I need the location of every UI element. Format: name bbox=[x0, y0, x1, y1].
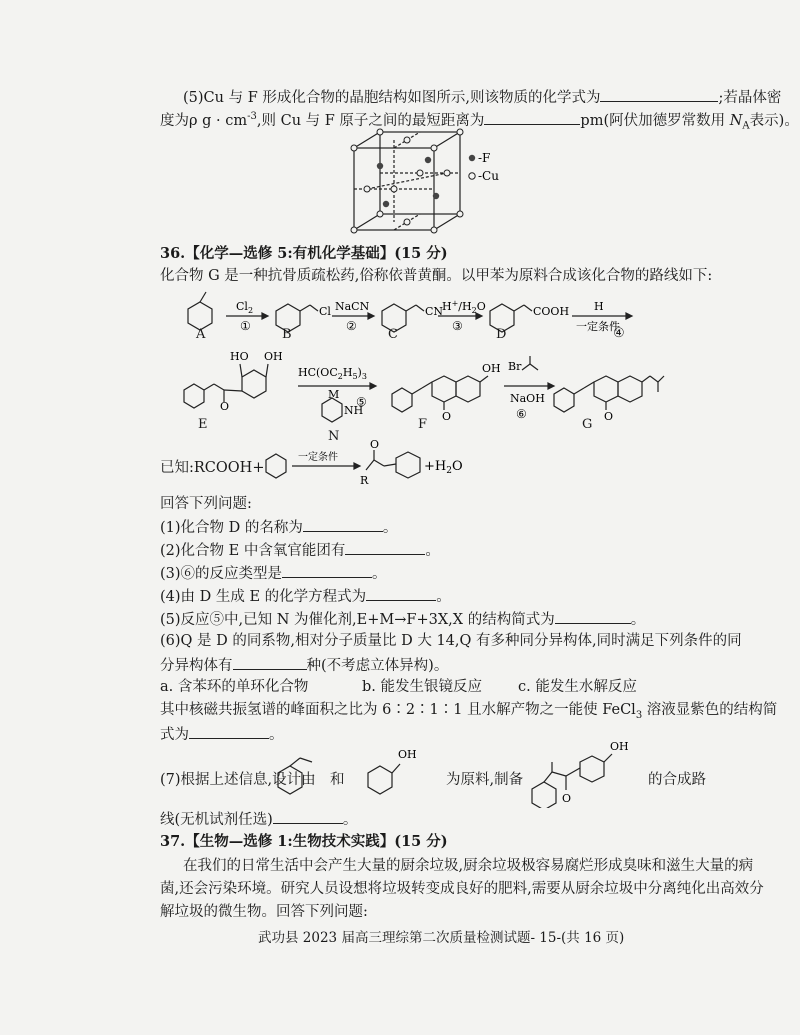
legend-f: -F bbox=[478, 151, 491, 165]
svg-text:OH: OH bbox=[398, 748, 417, 761]
svg-text:O: O bbox=[370, 440, 380, 451]
known-reaction bbox=[262, 440, 562, 488]
label-E: E bbox=[198, 417, 208, 432]
svg-text:O: O bbox=[604, 410, 614, 423]
label-A: A bbox=[196, 327, 206, 342]
q36-2: (2)化合物 E 中含氧官能团有 。 bbox=[160, 539, 440, 561]
q35-5-line1: (5)Cu 与 F 形成化合物的晶胞结构如图所示,则该物质的化学式为 ;若晶体密 bbox=[183, 86, 781, 108]
label-C: C bbox=[388, 327, 398, 342]
svg-text:Cl: Cl bbox=[319, 305, 331, 318]
svg-text:NaCN: NaCN bbox=[335, 300, 370, 313]
q36-7d: 线(无机试剂任选) 。 bbox=[160, 808, 357, 830]
svg-text:⑤: ⑤ bbox=[356, 395, 367, 409]
q36-opt-a: a. 含苯环的单环化合物 bbox=[160, 679, 309, 695]
svg-text:NH: NH bbox=[344, 404, 364, 417]
q36-7-and: 和 bbox=[330, 772, 345, 788]
q36-4: (4)由 D 生成 E 的化学方程式为 。 bbox=[160, 585, 451, 607]
q36-3: (3)⑥的反应类型是 。 bbox=[160, 562, 387, 584]
legend-cu: -Cu bbox=[478, 169, 499, 183]
q36-6b: 分异构体有 种(不考虑立体异构)。 bbox=[160, 654, 448, 676]
label-D: D bbox=[496, 327, 507, 342]
svg-text:Br: Br bbox=[508, 360, 522, 373]
q36-6d: 其中核磁共振氢谱的峰面积之比为 6∶2∶1∶1 且水解产物之一能使 FeCl$_3$ 溶液显紫色的结构简 bbox=[160, 702, 778, 721]
svg-text:Cl2: $Cl_2$ bbox=[236, 300, 254, 315]
q36-7c: 的合成路 bbox=[648, 772, 706, 788]
label-F: F bbox=[418, 417, 428, 432]
svg-text:⑥: ⑥ bbox=[516, 407, 527, 421]
q36-5: (5)反应⑤中,已知 N 为催化剂,E+M→F+3X,X 的结构简式为 。 bbox=[160, 608, 645, 630]
q36-6f: 式为 。 bbox=[160, 723, 284, 745]
svg-text:COOH: COOH bbox=[533, 305, 570, 318]
svg-text:H+/H2O: $H^+/H_2O$ bbox=[442, 299, 486, 315]
svg-text:OH: OH bbox=[264, 350, 283, 363]
svg-text:一定条件: 一定条件 bbox=[576, 320, 620, 333]
svg-text:OH: OH bbox=[482, 362, 501, 375]
label-B: B bbox=[282, 327, 292, 342]
svg-text:①: ① bbox=[240, 319, 251, 333]
svg-text:O: O bbox=[442, 410, 452, 423]
svg-text:H: H bbox=[594, 300, 604, 313]
svg-text:R: R bbox=[360, 474, 369, 487]
svg-text:OH: OH bbox=[610, 740, 629, 753]
label-G: G bbox=[582, 417, 593, 432]
q36-7b: 为原料,制备 bbox=[446, 772, 524, 788]
synthesis-scheme-row2 bbox=[170, 348, 670, 428]
svg-text:HO: HO bbox=[230, 350, 249, 363]
svg-text:②: ② bbox=[346, 319, 357, 333]
q36-heading: 36.【化学—选修 5:有机化学基础】(15 分) bbox=[160, 245, 448, 262]
q37-p1: 在我们的日常生活中会产生大量的厨余垃圾,厨余垃圾极容易腐烂形成臭味和滋生大量的病 bbox=[183, 858, 754, 874]
svg-text:③: ③ bbox=[452, 319, 463, 333]
svg-text:O: O bbox=[562, 792, 572, 805]
q36-intro: 化合物 G 是一种抗骨质疏松药,俗称依普黄酮。以甲苯为原料合成该化合物的路线如下: bbox=[160, 268, 713, 284]
synthesis-scheme-row1 bbox=[180, 286, 640, 342]
arrow4-number: ④ bbox=[613, 326, 625, 341]
page-footer: 武功县 2023 届高三理综第二次质量检测试题- 15-(共 16 页) bbox=[258, 930, 625, 946]
q36-7a: (7)根据上述信息,设计由 bbox=[160, 772, 316, 788]
svg-text:CN: CN bbox=[425, 305, 444, 318]
svg-text:一定条件: 一定条件 bbox=[298, 452, 338, 463]
q36-1: (1)化合物 D 的名称为 。 bbox=[160, 516, 397, 538]
q36-opt-b: b. 能发生银镜反应 bbox=[362, 679, 482, 695]
q7-structures bbox=[270, 738, 650, 808]
svg-text:+H2O: $+H_2O$ bbox=[424, 459, 463, 476]
svg-text:HC(OC2H5)3: $HC(OC_2H_5)_3$ bbox=[298, 366, 367, 381]
q36-6a: (6)Q 是 D 的同系物,相对分子质量比 D 大 14,Q 有多种同分异构体,同时满足下列条件的同 bbox=[160, 633, 742, 649]
svg-text:M: M bbox=[328, 388, 340, 401]
label-N: N bbox=[328, 429, 340, 444]
answer-prompt: 回答下列问题: bbox=[160, 496, 252, 512]
svg-text:NaOH: NaOH bbox=[510, 392, 545, 405]
q36-opt-c: c. 能发生水解反应 bbox=[518, 679, 637, 695]
q37-p2: 菌,还会污染环境。研究人员设想将垃圾转变成良好的肥料,需要从厨余垃圾中分离纯化出高效分 bbox=[160, 881, 764, 897]
known-label: 已知:RCOOH+ bbox=[160, 460, 265, 476]
crystal-cell-diagram bbox=[340, 128, 560, 240]
q37-heading: 37.【生物—选修 1:生物技术实践】(15 分) bbox=[160, 833, 448, 850]
svg-text:O: O bbox=[220, 400, 230, 413]
q35-5-line2: 度为ρ $g \cdot cm^{-3}$,则 Cu 与 F 原子之间的最短距离为 pm(阿伏加德罗常数用 $N_A$表示)。 bbox=[160, 107, 799, 137]
q37-p3: 解垃圾的微生物。回答下列问题: bbox=[160, 904, 368, 920]
